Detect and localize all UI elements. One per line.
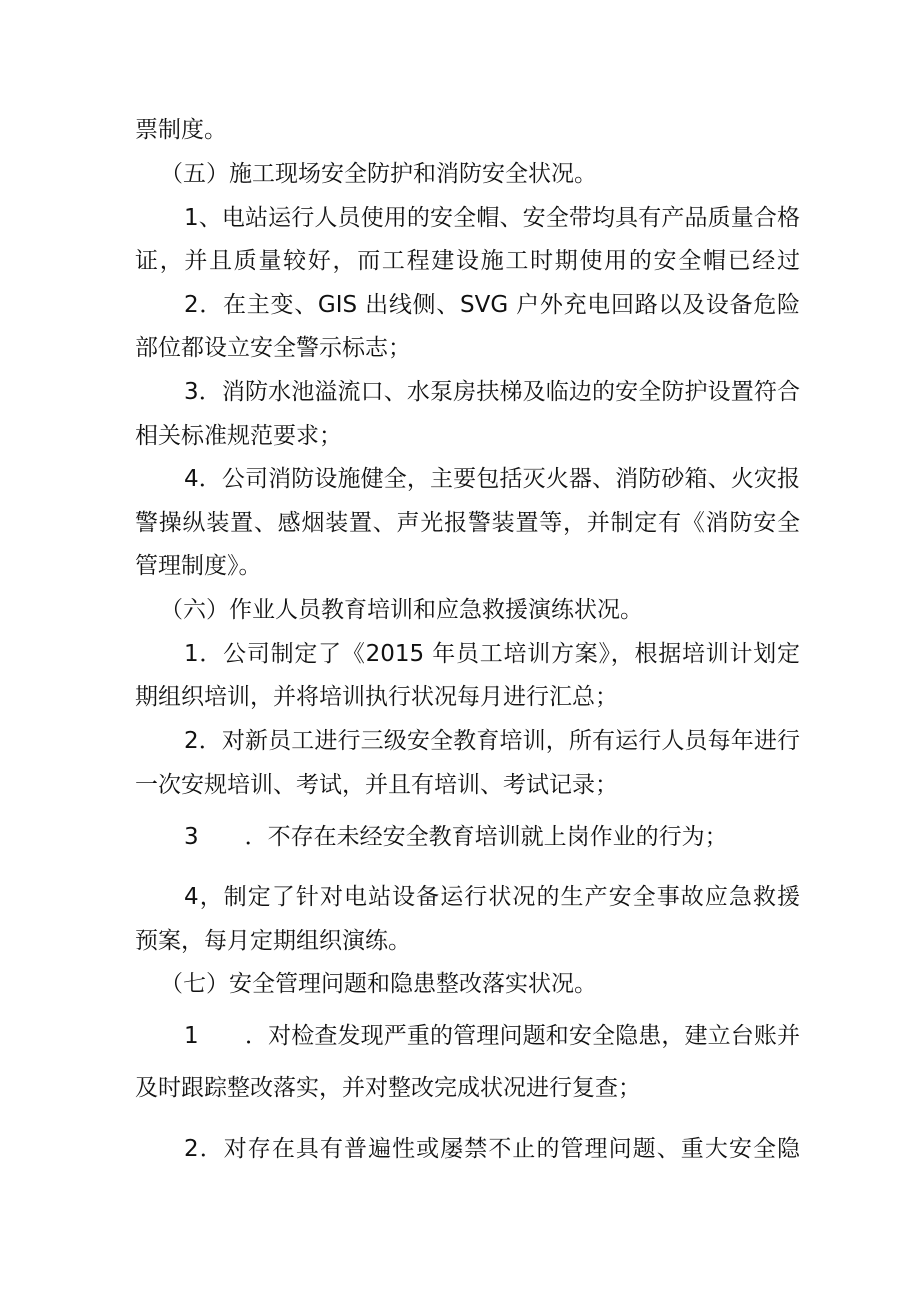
text-line: 2．对存在具有普遍性或屡禁不止的管理问题、重大安全隐 (184, 1136, 800, 1162)
text-line: 相关标准规范要求； (135, 423, 342, 449)
text-line: 4，制定了针对电站设备运行状况的生产安全事故应急救援 (184, 884, 800, 910)
text-line: 2．对新员工进行三级安全教育培训，所有运行人员每年进行 (184, 728, 800, 754)
text-line: 警操纵装置、感烟装置、声光报警装置等，并制定有《消防安全 (135, 510, 800, 536)
text-line: 管理制度》。 (135, 553, 262, 579)
text-line: 3 ．不存在未经安全教育培训就上岗作业的行为； (184, 824, 728, 850)
section-heading-5: （五）施工现场安全防护和消防安全状况。 (160, 161, 597, 187)
text-line: 4．公司消防设施健全，主要包括灭火器、消防砂箱、火灾报 (184, 466, 800, 492)
text-line: 2．在主变、GIS 出线侧、SVG 户外充电回路以及设备危险 (184, 292, 800, 318)
text-line: 1 ．对检查发现严重的管理问题和安全隐患，建立台账并 (184, 1023, 800, 1049)
text-line: 期组织培训，并将培训执行状况每月进行汇总； (135, 684, 618, 710)
text-line: 部位都设立安全警示标志； (135, 335, 411, 361)
text-line: 证，并且质量较好，而工程建设施工时期使用的安全帽已经过 (135, 248, 800, 274)
text-line: 1、电站运行人员使用的安全帽、安全带均具有产品质量合格 (184, 205, 800, 231)
text-line: 票制度。 (135, 117, 227, 143)
text-line: 预案，每月定期组织演练。 (135, 928, 411, 954)
section-heading-6: （六）作业人员教育培训和应急救援演练状况。 (160, 597, 643, 623)
text-line: 一次安规培训、考试，并且有培训、考试记录； (135, 772, 618, 798)
text-line: 1．公司制定了《2015 年员工培训方案》，根据培训计划定 (184, 641, 800, 667)
text-line: 及时跟踪整改落实，并对整改完成状况进行复查； (135, 1075, 641, 1101)
text-line: 3．消防水池溢流口、水泵房扶梯及临边的安全防护设置符合 (184, 379, 800, 405)
section-heading-7: （七）安全管理问题和隐患整改落实状况。 (160, 971, 597, 997)
